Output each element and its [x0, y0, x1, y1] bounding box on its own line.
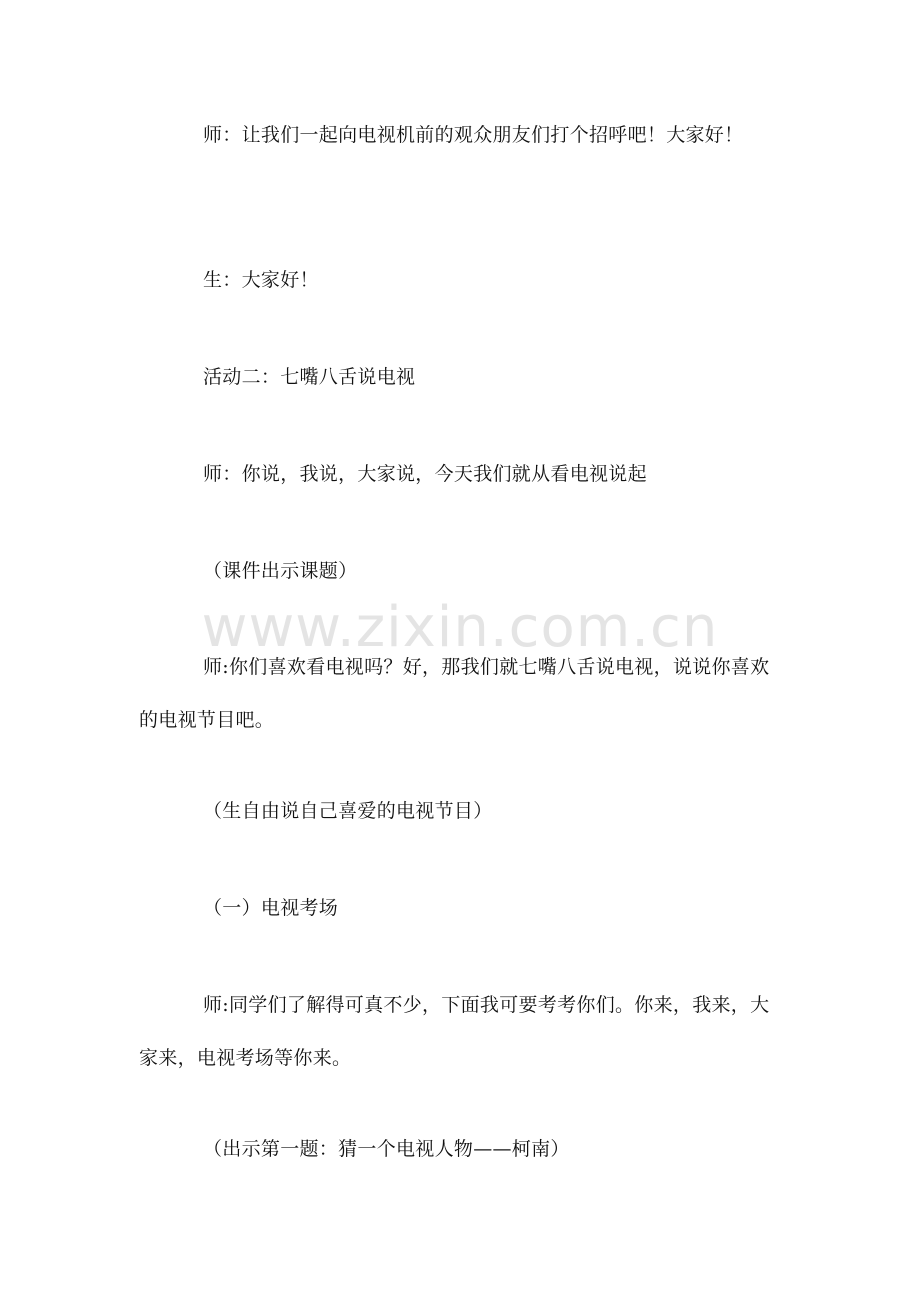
paragraph-students-free-talk: （生自由说自己喜爱的电视节目） [203, 800, 493, 822]
paragraph-teacher-exam-intro: 师:同学们了解得可真不少，下面我可要考考你们。你来，我来，大家来，电视考场等你来。 [139, 994, 770, 1069]
watermark: www.zixin.com.cn [201, 595, 719, 660]
paragraph-teacher-question: 师:你们喜欢看电视吗？好，那我们就七嘴八舌说电视，说说你喜欢的电视节目吧。 [139, 656, 770, 731]
paragraph-teacher-intro: 师：你说，我说，大家说，今天我们就从看电视说起 [203, 463, 647, 485]
paragraph-teacher-greeting: 师：让我们一起向电视机前的观众朋友们打个招呼吧！大家好！ [203, 124, 744, 146]
paragraph-first-question: （出示第一题：猜一个电视人物——柯南） [203, 1138, 570, 1160]
paragraph-activity-two-heading: 活动二：七嘴八舌说电视 [203, 366, 416, 388]
paragraph-students-reply: 生：大家好！ [203, 269, 319, 291]
paragraph-courseware-title: （课件出示课题） [203, 560, 358, 582]
paragraph-section-tv-exam: （一）电视考场 [203, 897, 339, 919]
